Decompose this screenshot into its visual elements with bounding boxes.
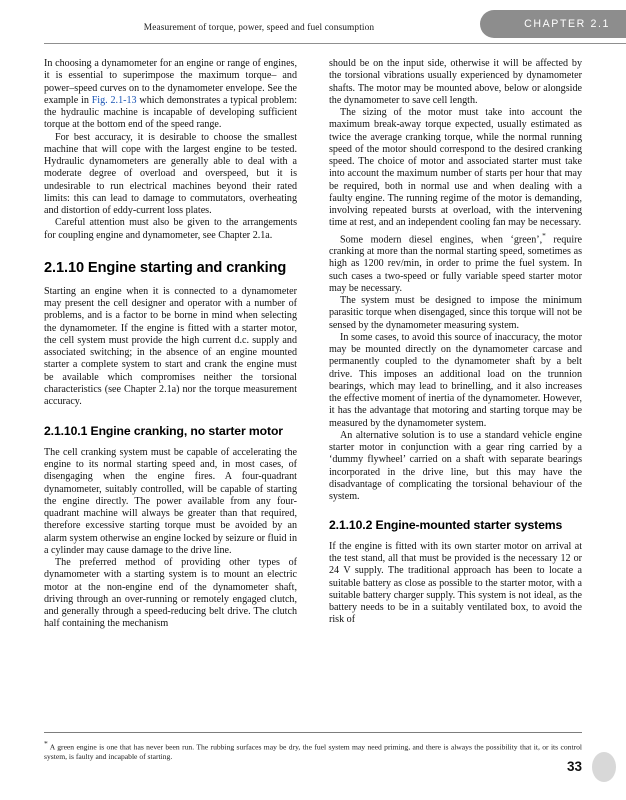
page-header <box>0 0 626 44</box>
chapter-tab-label: CHAPTER 2.1 <box>524 18 610 30</box>
paragraph: should be on the input side, otherwise it will be affected by the torsional vibrations usually experienced by dynamometer shafts. The motor may be mounted above, below or alongside the dynamometer to save cell length. <box>329 58 582 106</box>
body-columns <box>44 58 582 718</box>
paragraph <box>44 58 297 132</box>
section-heading-2-1-10: 2.1.10 Engine starting and cranking <box>44 259 287 276</box>
paragraph: The sizing of the motor must take into account the maximum break-away torque expected, usually estimated as twice the average cranking torque, while the normal running speed of the motor should correspond to the desired cranking speed. The choice of motor and associated starter must take into account the maximum number of starts per hour that may be required, both in normal use and when dealing with a faulty engine. The running regime of the motor is demanding, involving repeated bursts at overload, with the intervening time at rest, and an independent cooling fan may be necessary. <box>329 107 582 229</box>
figure-cross-reference[interactable]: Fig. 2.1-13 <box>91 94 137 106</box>
folio-decoration <box>592 752 616 782</box>
paragraph: The cell cranking system must be capable of accelerating the engine to its normal starting speed and, in most cases, of disengaging when the engine fires. A four-quadrant dynamometer, suitably controlled, will be capable of starting the engine directly. The power available from any four-quadrant machine will always be greater than that required, therefore excessive starting torque must be avoided by an alarm system otherwise an engine locked by seizure or fluid in a cylinder may cause damage to the drive line. <box>44 446 297 556</box>
subsection-heading-2-1-10-2: 2.1.10.2 Engine-mounted starter systems <box>329 518 563 533</box>
footnote-reference-marker[interactable]: * <box>542 230 546 240</box>
left-column <box>44 58 297 631</box>
paragraph-text-part1: Some modern diesel engines, when ‘green’, <box>340 233 543 245</box>
right-column <box>329 58 582 627</box>
paragraph: An alternative solution is to use a standard vehicle engine starter motor in conjunction with a gear ring carried by a ‘dummy flywheel’ carried on a shaft with separate bearings incorporated in the drive line, but this may have the disadvantage of complicating the torsional behaviour of the system. <box>329 429 582 503</box>
footnote-text <box>44 739 582 761</box>
paragraph-text-part2: which demonstrates a typical problem: the hydraulic machine is incapable of developing sufficient torque at the bottom end of the speed range. <box>44 94 297 131</box>
paragraph: The system must be designed to impose the minimum parasitic torque when disengaged, since this torque will not be sensed by the dynamometer measuring system. <box>329 295 582 331</box>
footnote-rule <box>44 732 582 733</box>
subsection-heading-2-1-10-1: 2.1.10.1 Engine cranking, no starter motor <box>44 424 283 439</box>
running-head: Measurement of torque, power, speed and fuel consumption <box>143 23 375 33</box>
paragraph: The preferred method of providing other types of dynamometer with a starting system is to mount an electric motor at the non-engine end of the dynamometer shaft, driving through an over-running or remotely engaged clutch, and generally through a speed-reducing belt drive. The clutch half containing the mechanism <box>44 557 297 630</box>
header-rule <box>44 43 626 44</box>
paragraph: For best accuracy, it is desirable to choose the smallest machine that will cope with the largest engine to be tested. Hydraulic dynamometers are generally able to deal with a moderate degree of overload and overspeed, but it is undesirable to run electrical machines beyond their rated limits: this can lead to damage to commutators, overheating and distortion of eddy-current loss plates. <box>44 131 297 216</box>
paragraph: If the engine is fitted with its own starter motor on arrival at the test stand, all that must be provided is the necessary 12 or 24 V supply. The traditional approach has been to locate a suitable battery as close as possible to the starter motor, with a suitable battery charger supply. This system is not ideal, as the battery needs to be in a suitably ventilated box, to avoid the risk of <box>329 540 582 626</box>
paragraph: Careful attention must also be given to the arrangements for coupling engine and dynamometer, see Chapter 2.1a. <box>44 217 297 241</box>
paragraph-text-part2: require cranking at more than the normal starting speed, sometimes as high as 1200 rev/min, in order to prime the fuel system. In such cases a two-speed or fully variable speed starter motor may be necessary. <box>329 233 583 294</box>
footnote-body: A green engine is one that has never been run. The rubbing surfaces may be dry, the fuel system may need priming, and there is always the possibility that it, or its control system, is faulty and incapable of starting. <box>44 742 582 761</box>
footnote-area <box>44 732 582 761</box>
paragraph: Starting an engine when it is connected to a dynamometer may present the cell designer and operator with a number of problems, and is a factor to be borne in mind when selecting the dynamometer. If the engine is fitted with a starter motor, the cell system must provide the high current d.c. supply and associated switching; in the absence of an engine mounted starter a complete system to start and crank the engine must be available which compromises neither the torsional characteristics (see Chapter 2.1a) nor the torque measurement accuracy. <box>44 285 297 407</box>
paragraph <box>329 230 582 296</box>
paragraph-text-part1: In choosing a dynamometer for an engine or range of engines, it is essential to superimpose the maximum torque– and power–speed curves on to the dynamometer envelope. See the example in <box>44 58 297 106</box>
paragraph: In some cases, to avoid this source of inaccuracy, the motor may be mounted directly on the dynamometer carcase and permanently coupled to the dynamometer shaft by a belt drive. This imposes an additional load on the trunnion bearings, which may lead to brinelling, and it also increases the effective moment of inertia of the dynamometer. However, it has the advantage that motoring and starting torque may be measured by the dynamometer system. <box>329 331 582 429</box>
footnote-marker: * <box>44 739 48 748</box>
page-number: 33 <box>566 759 582 774</box>
